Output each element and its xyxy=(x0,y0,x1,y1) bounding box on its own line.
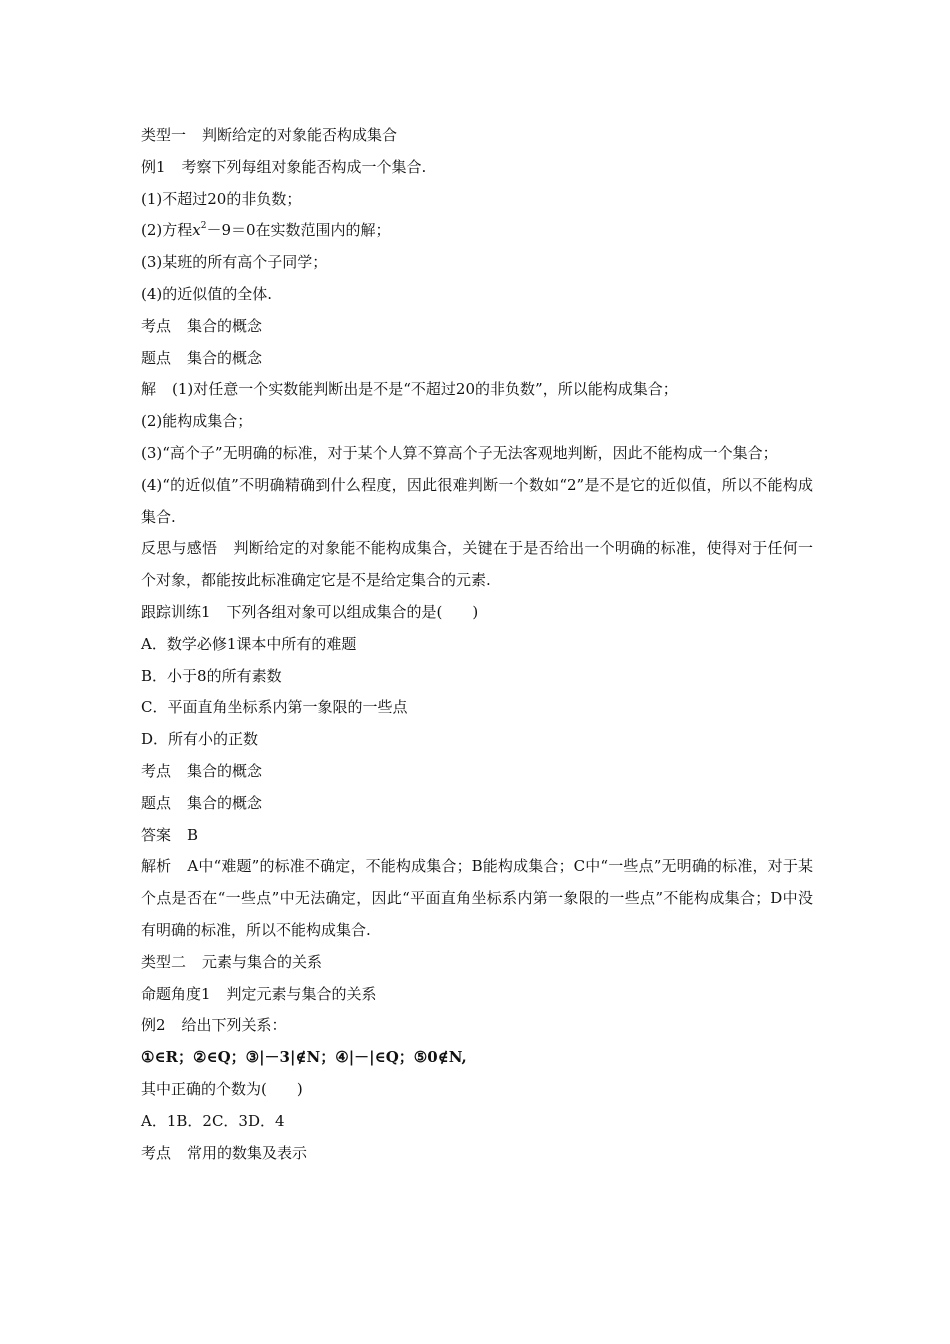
example-1-item-1: (1)不超过20的非负数； xyxy=(141,189,302,208)
reflection-paragraph: 反思与感悟 判断给定的对象能不能构成集合，关键在于是否给出一个明确的标准，使得对于任何一个对象，都能按此标准确定它是不是给定集合的元素. xyxy=(141,539,813,590)
solution-step-3: (3)“高个子”无明确的标准，对于某个人算不算高个子无法客观地判断，因此不能构成一个集合； xyxy=(141,443,778,462)
angle-heading: 命题角度1 判定元素与集合的关系 xyxy=(141,984,377,1003)
answer-row: 答案 B xyxy=(141,825,199,844)
answer-value: B xyxy=(187,825,199,844)
example-label: 例1 xyxy=(141,157,166,176)
practice-label: 跟踪训练1 xyxy=(141,602,211,621)
kaodian-row: 考点 常用的数集及表示 xyxy=(141,1143,308,1162)
section-label: 类型一 xyxy=(141,126,187,144)
example-1-item-4: (4)的近似值的全体. xyxy=(141,284,273,303)
exponent: 2 xyxy=(200,221,207,232)
variable-x: x xyxy=(192,221,201,240)
section-title: 元素与集合的关系 xyxy=(202,952,323,971)
solution-step-4: (4)“的近似值”不明确精确到什么程度，因此很难判断一个数如“2”是不是它的近似值，所以不能构成集合. xyxy=(141,475,813,526)
solution-step-1: 解 (1)对任意一个实数能判断出是不是“不超过20的非负数”，所以能构成集合； xyxy=(141,380,678,399)
example-2-prompt: 例2 给出下列关系： xyxy=(141,1016,287,1035)
example-text: 考察下列每组对象能否构成一个集合. xyxy=(181,157,427,176)
analysis-paragraph: 解析 A中“难题”的标准不确定，不能构成集合；B能构成集合；C中“一些点”无明确的标准，对于某个点是否在“一些点”中无法确定，因此“平面直角坐标系内第一象限的一些点”不能构成集合；D中没有明确的标准，所以不能构成集合. xyxy=(141,857,813,939)
kaodian-row: 考点 集合的概念 xyxy=(141,761,263,780)
example-2-relations: ①∈R；②∈Q；③|－3|∉N；④|－|∈Q；⑤0∉N, xyxy=(141,1048,467,1067)
option-c: C．平面直角坐标系内第一象限的一些点 xyxy=(141,698,408,717)
example-label: 例2 xyxy=(141,1016,166,1035)
document-content xyxy=(141,120,813,1169)
kaodian-row: 考点 集合的概念 xyxy=(141,316,263,335)
option-b: B．小于8的所有素数 xyxy=(141,666,282,685)
example-2-options: A．1B．2C．3D．4 xyxy=(141,1111,285,1130)
practice-1-question: 跟踪训练1 下列各组对象可以组成集合的是( ) xyxy=(141,602,479,621)
example-1-item-2: (2)方程$x^2-9=0$在实数范围内的解； xyxy=(141,221,391,240)
section-label: 类型二 xyxy=(141,952,187,971)
example-1-item-3: (3)某班的所有高个子同学； xyxy=(141,253,328,272)
solution-label: 解 xyxy=(141,380,157,399)
option-d: D．所有小的正数 xyxy=(141,730,259,749)
example-2-question: 其中正确的个数为( ) xyxy=(141,1079,303,1098)
option-a: A．数学必修1课本中所有的难题 xyxy=(141,634,357,653)
analysis-label: 解析 xyxy=(141,857,172,876)
example-1-prompt xyxy=(141,152,813,184)
tidian-row: 题点 集合的概念 xyxy=(141,793,263,812)
tidian-row: 题点 集合的概念 xyxy=(141,348,263,367)
section-heading-1 xyxy=(141,120,813,152)
reflection-label: 反思与感悟 xyxy=(141,539,218,558)
solution-step-2: (2)能构成集合； xyxy=(141,412,253,431)
section-title: 判断给定的对象能否构成集合 xyxy=(202,126,398,144)
section-heading-2 xyxy=(141,947,813,979)
